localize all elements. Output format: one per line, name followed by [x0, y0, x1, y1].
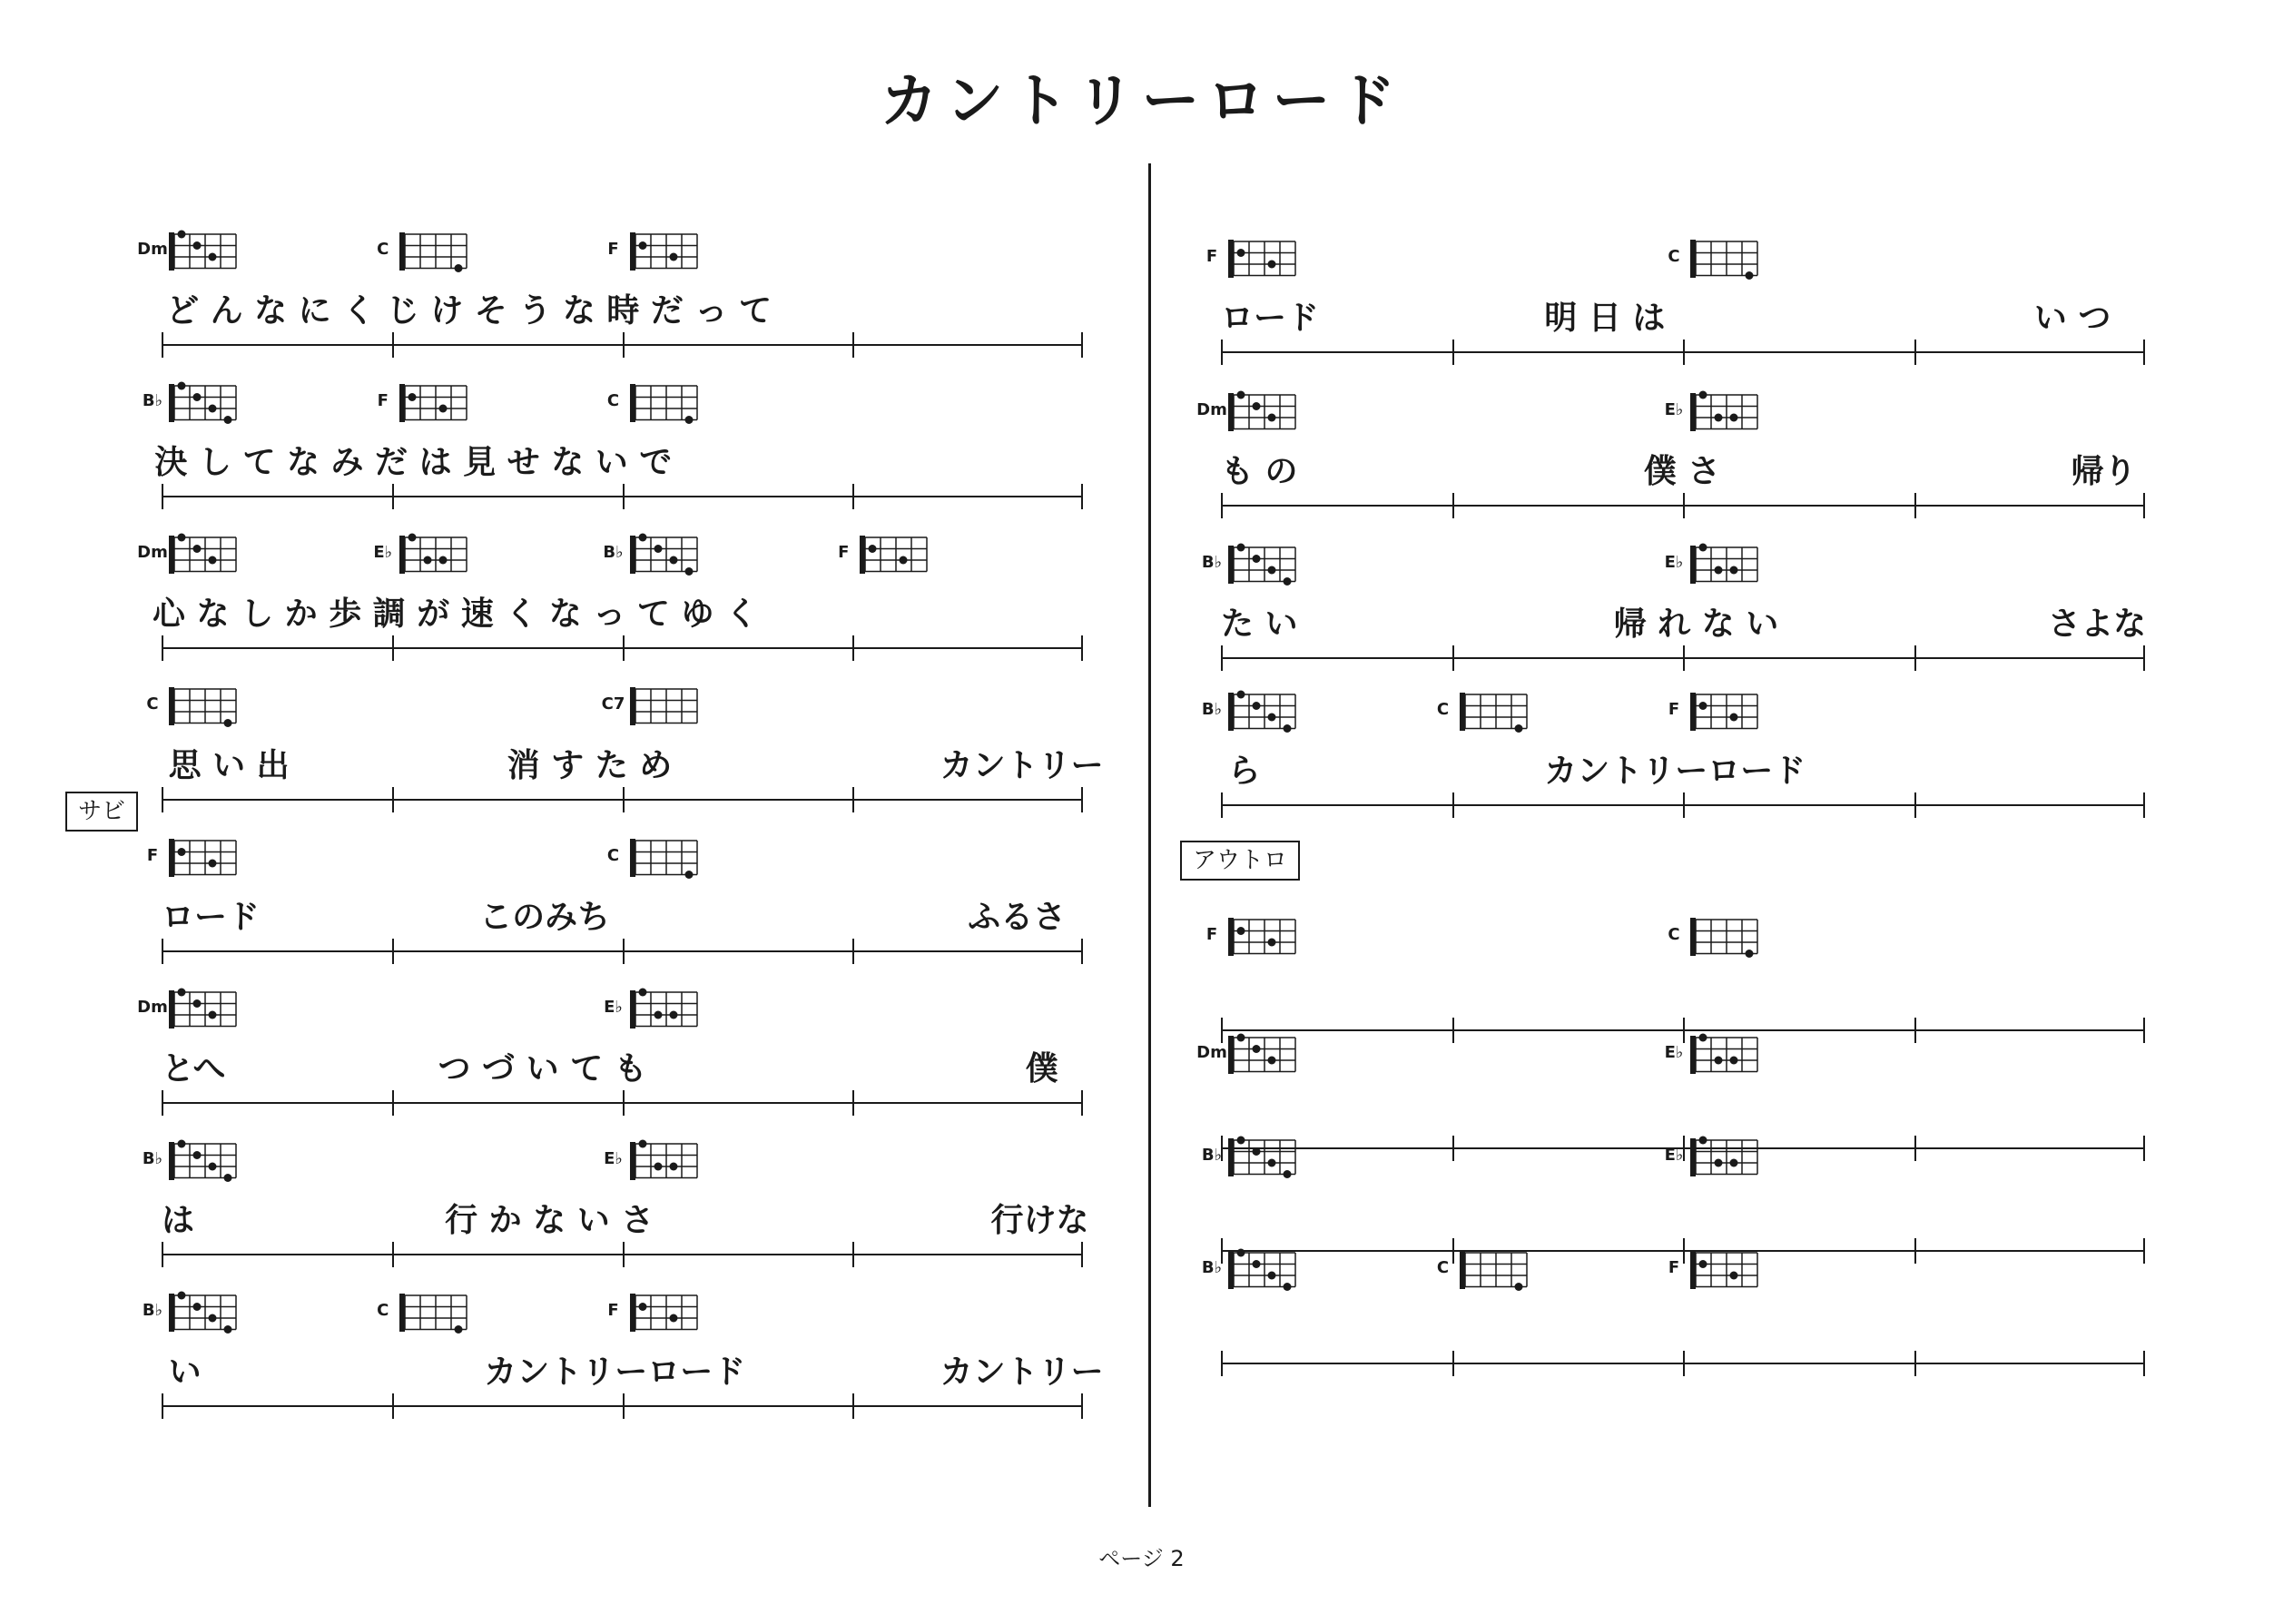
left_systems-staff-3	[162, 782, 1083, 818]
section-label-outro: アウトロ	[1180, 841, 1300, 881]
chord-dot	[638, 241, 646, 250]
chord-name: E♭	[1664, 1043, 1684, 1062]
chord-nut	[399, 536, 405, 574]
chord-nut	[169, 990, 174, 1029]
lyric-text: さよな	[2048, 605, 2147, 643]
chord-dot	[1253, 702, 1261, 710]
chord-dot	[1253, 402, 1261, 410]
chord-dot	[1284, 1170, 1292, 1178]
chord-nut	[1460, 1251, 1465, 1289]
lyric-text: 行 か な い さ	[445, 1202, 654, 1239]
lyric-text: 消 す た め	[507, 747, 673, 784]
chord-diagram	[396, 1290, 470, 1335]
chord-dot	[408, 393, 416, 401]
lyric-text: も の	[1221, 453, 1298, 490]
column-divider	[1148, 163, 1151, 1507]
chord-nut	[169, 1142, 174, 1180]
chord-dot	[869, 545, 877, 553]
chord-dot	[669, 253, 677, 261]
chord-dot	[1237, 1137, 1245, 1145]
lyric-text: 帰り	[2071, 453, 2137, 490]
chord-dot	[209, 405, 217, 413]
chord-dot	[1730, 1057, 1738, 1065]
chord-diagram	[1687, 236, 1761, 281]
chord-diagram	[1687, 689, 1761, 734]
chord-name: C	[606, 391, 620, 410]
chord-diagram	[1225, 236, 1299, 281]
chord-name: Dm	[137, 240, 168, 259]
chord-nut	[1690, 546, 1696, 584]
chord-nut	[1690, 1036, 1696, 1074]
chord-name: C	[146, 694, 159, 714]
chord-dot	[1284, 724, 1292, 733]
chord-dot	[423, 556, 431, 565]
right_systems-staff-1	[1221, 487, 2145, 524]
music-system	[1196, 386, 2145, 522]
music-system	[137, 983, 1083, 1119]
left_systems-staff-1	[162, 478, 1083, 515]
chord-nut	[169, 232, 174, 271]
chord-dot	[224, 416, 232, 424]
chord-dot	[1746, 950, 1754, 958]
chord-nut	[1228, 693, 1234, 731]
chord-diagram	[1225, 914, 1299, 960]
lyric-text: とへ	[162, 1050, 226, 1088]
chord-dot	[1268, 1057, 1276, 1065]
lyric-text: い つ	[2033, 300, 2111, 337]
chord-dot	[224, 1174, 232, 1182]
chord-diagram	[396, 532, 470, 577]
right_systems-staff-3	[1221, 787, 2145, 823]
chord-name: E♭	[1664, 553, 1684, 572]
chord-nut	[1228, 393, 1234, 431]
chord-dot	[669, 1011, 677, 1019]
lyric-text: カントリー	[940, 747, 1104, 784]
chord-diagram	[1225, 1032, 1299, 1078]
chord-dot	[193, 393, 202, 401]
chord-dot	[438, 405, 447, 413]
lyric-text: カントリーロード	[484, 1353, 746, 1391]
chord-dot	[1730, 1159, 1738, 1167]
chord-diagram	[165, 1138, 240, 1184]
chord-name: E♭	[1664, 1146, 1684, 1165]
chord-dot	[1730, 414, 1738, 422]
chord-diagram	[396, 229, 470, 274]
chord-name: E♭	[373, 543, 393, 562]
chord-nut	[1228, 1036, 1234, 1074]
chord-dot	[669, 1314, 677, 1323]
chord-name: B♭	[1201, 553, 1223, 572]
chord-dot	[193, 545, 202, 553]
chord-nut	[169, 687, 174, 725]
chord-dot	[1699, 1137, 1707, 1145]
chord-dot	[1268, 939, 1276, 947]
chord-diagram	[626, 532, 701, 577]
chord-nut	[630, 384, 635, 422]
chord-name: B♭	[142, 391, 163, 410]
chord-name: B♭	[142, 1301, 163, 1320]
chord-name: E♭	[604, 1149, 623, 1168]
chord-nut	[1690, 918, 1696, 956]
chord-dot	[1268, 714, 1276, 722]
lyric-text: 思 い 出	[168, 747, 290, 784]
lyric-text: 行けな	[990, 1202, 1089, 1239]
lyric-text: ど ん な に く じ け そ う な 時 だ っ て	[166, 292, 772, 330]
chord-name: F	[607, 1301, 619, 1320]
chord-dot	[1730, 1272, 1738, 1280]
chord-dot	[1253, 555, 1261, 563]
chord-diagram	[626, 1290, 701, 1335]
music-system	[142, 1286, 1104, 1422]
chord-dot	[1699, 1034, 1707, 1042]
chord-dot	[1253, 1260, 1261, 1268]
chord-dot	[1237, 1034, 1245, 1042]
chord-name: Dm	[1196, 400, 1227, 419]
chord-nut	[1690, 1251, 1696, 1289]
chord-dot	[193, 1151, 202, 1159]
chord-dot	[1237, 927, 1245, 935]
chord-diagram	[1456, 1247, 1530, 1293]
chord-diagram	[626, 229, 701, 274]
left_systems-staff-7	[162, 1388, 1083, 1424]
chord-dot	[1730, 714, 1738, 722]
chord-nut	[1228, 1251, 1234, 1289]
chord-diagram	[1687, 1032, 1761, 1078]
chord-name: F	[1205, 925, 1218, 944]
chord-dot	[1284, 577, 1292, 586]
lyric-text: い	[168, 1353, 202, 1391]
chord-dot	[209, 1163, 217, 1171]
lyric-text: 心 な し か 歩 調 が 速 く な っ て ゆ く	[153, 595, 758, 633]
chord-dot	[193, 241, 202, 250]
chord-name: B♭	[1201, 1258, 1223, 1277]
chord-dot	[654, 1163, 662, 1171]
music-system	[1205, 910, 2145, 1047]
chord-dot	[654, 1011, 662, 1019]
chord-dot	[454, 1325, 462, 1334]
chord-nut	[1690, 1138, 1696, 1176]
chord-diagram	[165, 987, 240, 1032]
chord-name: F	[377, 391, 389, 410]
chord-name: F	[146, 846, 159, 865]
lyric-text: 帰 れ な い	[1613, 605, 1779, 643]
lyric-text: つ づ い て も	[438, 1050, 647, 1088]
chord-dot	[224, 719, 232, 727]
chord-dot	[1715, 1159, 1723, 1167]
chord-dot	[1715, 414, 1723, 422]
chord-nut	[630, 1142, 635, 1180]
lyric-text: ロード	[162, 899, 261, 936]
chord-nut	[1460, 693, 1465, 731]
chord-nut	[169, 1294, 174, 1332]
music-system	[146, 680, 1104, 816]
chord-dot	[454, 264, 462, 272]
chord-dot	[1237, 1249, 1245, 1257]
page-number: ページ 2	[1098, 1546, 1185, 1571]
chord-dot	[209, 556, 217, 565]
lyric-text: 明 日 は	[1544, 300, 1666, 337]
music-system	[142, 377, 1083, 513]
chord-name: C	[377, 1301, 389, 1320]
chord-nut	[1228, 918, 1234, 956]
lyric-text: カントリー	[940, 1353, 1104, 1391]
chord-nut	[630, 1294, 635, 1332]
chord-nut	[630, 232, 635, 271]
chord-diagram	[1687, 914, 1761, 960]
chord-dot	[178, 382, 186, 390]
chord-dot	[178, 989, 186, 997]
chord-dot	[1699, 544, 1707, 552]
chord-nut	[630, 687, 635, 725]
music-system	[137, 225, 1083, 361]
lyric-text: 決 し て な み だ は 見 せ な い で	[154, 444, 673, 481]
chord-nut	[1228, 240, 1234, 278]
chord-diagram	[165, 229, 240, 274]
chord-dot	[669, 556, 677, 565]
chord-name: Dm	[1196, 1043, 1227, 1062]
chord-dot	[1268, 566, 1276, 575]
left_systems-staff-2	[162, 630, 1083, 666]
chord-name: C7	[601, 694, 625, 714]
chord-diagram	[396, 380, 470, 426]
chord-nut	[1228, 1138, 1234, 1176]
chord-nut	[1690, 240, 1696, 278]
lyric-text: 僕	[1025, 1050, 1058, 1088]
chord-nut	[1690, 693, 1696, 731]
chord-dot	[1268, 414, 1276, 422]
chord-dot	[408, 534, 416, 542]
chord-dot	[638, 534, 646, 542]
chord-dot	[1253, 1147, 1261, 1156]
chord-nut	[860, 536, 865, 574]
chord-dot	[1699, 702, 1707, 710]
chord-name: C	[377, 240, 389, 259]
chord-nut	[630, 536, 635, 574]
chord-nut	[169, 839, 174, 877]
chord-dot	[654, 545, 662, 553]
chord-name: F	[1668, 700, 1680, 719]
chord-diagram	[1687, 1247, 1761, 1293]
chord-diagram	[626, 684, 701, 729]
chord-dot	[1514, 1283, 1522, 1291]
chord-name: F	[838, 543, 850, 562]
music-system	[146, 832, 1083, 968]
chord-name: C	[1436, 1258, 1450, 1277]
music-system	[137, 528, 1083, 664]
chord-name: F	[1668, 1258, 1680, 1277]
chord-diagram	[1225, 389, 1299, 435]
chord-dot	[638, 1140, 646, 1148]
lyric-text: ロード	[1221, 300, 1320, 337]
music-system	[1201, 538, 2147, 674]
chord-dot	[178, 231, 186, 239]
chord-diagram	[626, 380, 701, 426]
chord-dot	[1237, 544, 1245, 552]
chord-name: B♭	[1201, 1146, 1223, 1165]
chord-dot	[178, 1140, 186, 1148]
right_systems-staff-7	[1221, 1345, 2145, 1382]
chord-nut	[169, 384, 174, 422]
lyric-text: 僕 さ	[1643, 453, 1721, 490]
chord-name: E♭	[1664, 400, 1684, 419]
right_systems-staff-0	[1221, 334, 2145, 370]
chord-dot	[684, 416, 693, 424]
chord-name: E♭	[604, 998, 623, 1017]
chord-diagram	[1456, 689, 1530, 734]
chord-name: B♭	[142, 1149, 163, 1168]
chord-nut	[399, 232, 405, 271]
chord-diagram	[165, 684, 240, 729]
chord-dot	[669, 1163, 677, 1171]
chord-dot	[178, 1292, 186, 1300]
chord-dot	[209, 1314, 217, 1323]
lyric-text: このみち	[479, 899, 611, 936]
chord-diagram	[626, 987, 701, 1032]
right_systems-staff-2	[1221, 640, 2145, 676]
chord-dot	[1268, 1272, 1276, 1280]
chord-diagram	[626, 835, 701, 881]
chord-dot	[1715, 1057, 1723, 1065]
chord-diagram	[1687, 1135, 1761, 1180]
chord-nut	[1690, 393, 1696, 431]
chord-dot	[193, 1303, 202, 1311]
chord-diagram	[1225, 542, 1299, 587]
chord-diagram	[626, 1138, 701, 1184]
chord-dot	[1253, 1045, 1261, 1053]
chord-name: B♭	[1201, 700, 1223, 719]
chord-dot	[638, 989, 646, 997]
chord-name: Dm	[137, 998, 168, 1017]
chord-diagram	[1687, 542, 1761, 587]
left_systems-staff-6	[162, 1236, 1083, 1273]
chord-dot	[638, 1303, 646, 1311]
chord-dot	[224, 1325, 232, 1334]
chord-name: Dm	[137, 543, 168, 562]
chord-nut	[169, 536, 174, 574]
chord-diagram	[1225, 689, 1299, 734]
chord-dot	[193, 999, 202, 1008]
music-system	[1201, 685, 2145, 822]
chord-name: C	[1668, 247, 1680, 266]
lyric-text: ふるさ	[968, 899, 1067, 936]
chord-dot	[1730, 566, 1738, 575]
chord-diagram	[1225, 1135, 1299, 1180]
section-label-sabi: サビ	[65, 792, 138, 832]
chord-dot	[900, 556, 908, 565]
music-system	[1205, 232, 2145, 369]
chord-dot	[209, 253, 217, 261]
chord-dot	[1268, 1159, 1276, 1167]
lyric-text: た い	[1221, 605, 1298, 643]
chord-name: F	[1205, 247, 1218, 266]
chord-dot	[1699, 391, 1707, 399]
chord-dot	[178, 534, 186, 542]
chord-diagram	[165, 532, 240, 577]
chord-dot	[438, 556, 447, 565]
lyric-text: は	[162, 1202, 195, 1239]
music-system	[142, 1135, 1089, 1271]
chord-name: C	[606, 846, 620, 865]
chord-nut	[399, 1294, 405, 1332]
chord-diagram	[1687, 389, 1761, 435]
chord-name: C	[1436, 700, 1450, 719]
chord-dot	[1514, 724, 1522, 733]
song-title: カントリーロード	[880, 68, 1403, 135]
lyric-text: ら	[1227, 753, 1261, 790]
lyric-text: カントリーロード	[1544, 753, 1806, 790]
left_systems-staff-4	[162, 933, 1083, 969]
chord-diagram	[856, 532, 930, 577]
left_systems-staff-5	[162, 1085, 1083, 1121]
chord-diagram	[165, 835, 240, 881]
chord-nut	[630, 990, 635, 1029]
chord-dot	[209, 860, 217, 868]
chord-nut	[630, 839, 635, 877]
chord-diagram	[165, 1290, 240, 1335]
chord-name: B♭	[603, 543, 624, 562]
chord-nut	[1228, 546, 1234, 584]
chord-dot	[209, 1011, 217, 1019]
chord-dot	[1237, 249, 1245, 257]
chord-diagram	[1225, 1247, 1299, 1293]
chord-dot	[178, 848, 186, 856]
chord-name: F	[607, 240, 619, 259]
chord-name: C	[1668, 925, 1680, 944]
chord-dot	[684, 567, 693, 576]
chord-dot	[684, 871, 693, 879]
chord-dot	[1699, 1260, 1707, 1268]
chord-dot	[1237, 391, 1245, 399]
music-system	[1201, 1244, 2145, 1380]
chord-dot	[1284, 1283, 1292, 1291]
left_systems-staff-0	[162, 327, 1083, 363]
chord-dot	[1715, 566, 1723, 575]
chord-diagram	[165, 380, 240, 426]
chord-dot	[1268, 261, 1276, 269]
chord-dot	[1237, 691, 1245, 699]
chord-dot	[1746, 271, 1754, 280]
chord-nut	[399, 384, 405, 422]
